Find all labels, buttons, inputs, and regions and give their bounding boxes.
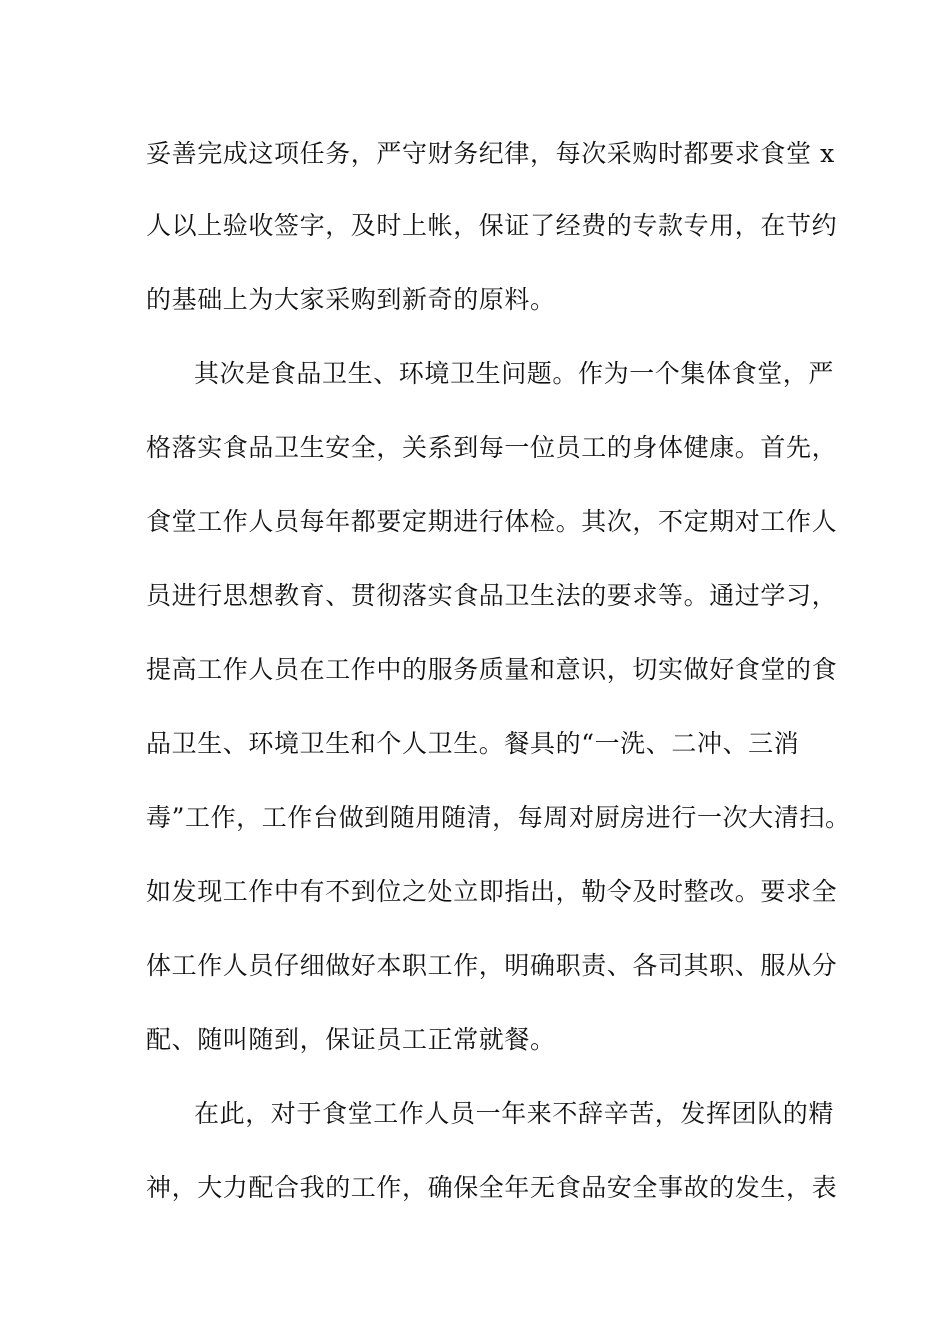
paragraph-first-line: 在此，对于食堂工作人员一年来不辞辛苦，发挥团队的精 [194, 1099, 835, 1128]
text-line: 人以上验收签字，及时上帐，保证了经费的专款专用，在节约 [146, 211, 838, 240]
text-line: 妥善完成这项任务，严守财务纪律，每次采购时都要求食堂 x [146, 139, 835, 168]
text-line: 提高工作人员在工作中的服务质量和意识，切实做好食堂的食 [146, 655, 838, 684]
text-line: 如发现工作中有不到位之处立即指出，勒令及时整改。要求全 [146, 877, 838, 906]
text-line: 配、随叫随到，保证员工正常就餐。 [146, 1025, 556, 1054]
text-line: 神，大力配合我的工作，确保全年无食品安全事故的发生，表 [146, 1173, 838, 1202]
text-line: 格落实食品卫生安全，关系到每一位员工的身体健康。首先， [146, 433, 838, 462]
text-line: 员进行思想教育、贯彻落实食品卫生法的要求等。通过学习， [146, 581, 838, 610]
text-line: 体工作人员仔细做好本职工作，明确职责、各司其职、服从分 [146, 951, 838, 980]
text-line: 品卫生、环境卫生和个人卫生。餐具的“一洗、二冲、三消 [146, 729, 800, 758]
text-line: 食堂工作人员每年都要定期进行体检。其次，不定期对工作人 [146, 507, 838, 536]
paragraph-first-line: 其次是食品卫生、环境卫生问题。作为一个集体食堂，严 [194, 359, 835, 388]
text-line: 毒”工作，工作台做到随用随清，每周对厨房进行一次大清扫。 [146, 803, 851, 832]
text-line: 的基础上为大家采购到新奇的原料。 [146, 285, 556, 314]
